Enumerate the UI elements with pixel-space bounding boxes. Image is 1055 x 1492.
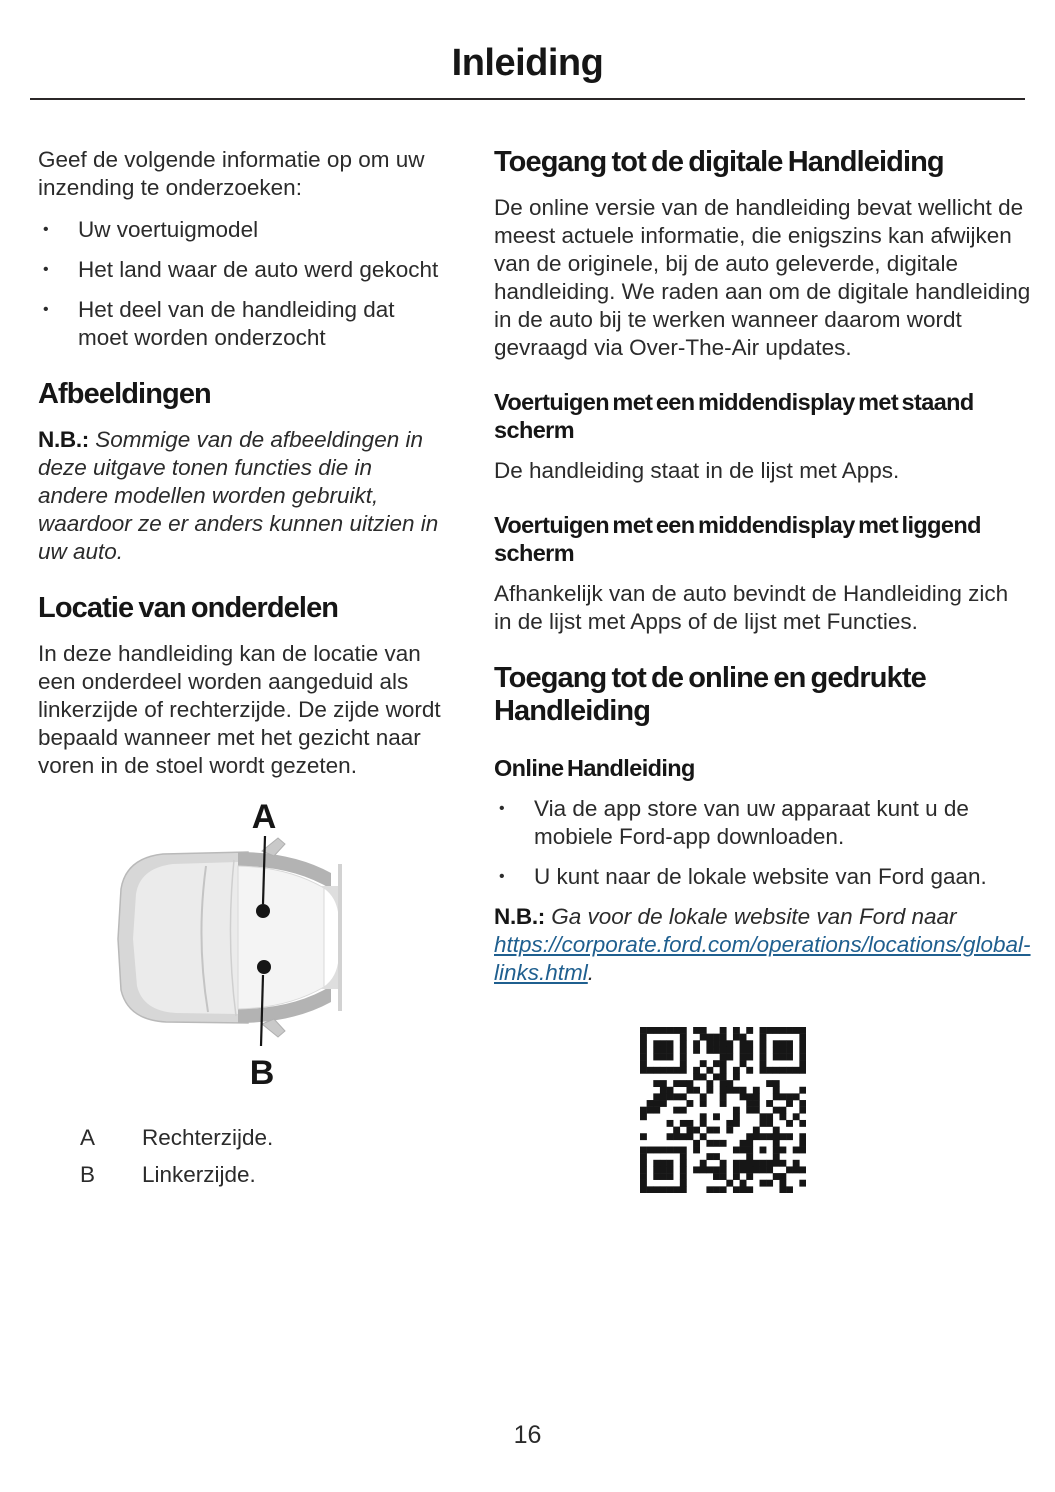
qr-code (640, 1027, 806, 1193)
list-item-text: Via de app store van uw apparaat kunt u de mobiele Ford-app downloaden. (534, 796, 969, 849)
heading-locatie-van-onderdelen: Locatie van onderdelen (38, 592, 339, 624)
bullet-icon: • (499, 868, 505, 885)
bullet-icon: • (43, 221, 49, 238)
callout-label-a: A (251, 798, 277, 836)
callout-label-b: B (249, 1054, 275, 1092)
figure-legend (80, 1119, 448, 1193)
car-top-view-illustration (88, 794, 448, 1094)
list-item (494, 795, 1031, 851)
submission-info-list (38, 216, 448, 352)
bullet-icon: • (499, 800, 505, 817)
digital-paragraph: De online versie van de handleiding bevat wellicht de meest actuele informatie, die enigszins kan afwijken van de originele, bij de auto geleverde, digitale handleiding. We raden aan om de digitale handleiding in de auto bij te werken wanneer daarom wordt gevraagd via Over-The-Air updates. (494, 195, 1031, 360)
list-item (38, 256, 448, 284)
list-item (38, 216, 448, 244)
right-column (494, 146, 1031, 1193)
liggend-paragraph: Afhankelijk van de auto bevindt de Handleiding zich in de lijst met Apps of de lijst met Functies. (494, 581, 1009, 634)
subheading-liggend-scherm: Voertuigen met een middendisplay met liggend scherm (494, 512, 981, 566)
staand-paragraph: De handleiding staat in de lijst met Apps. (494, 458, 900, 483)
legend-row (80, 1119, 448, 1156)
page-number: 16 (513, 1421, 542, 1449)
heading-afbeeldingen: Afbeeldingen (38, 378, 211, 410)
page-header (0, 44, 1055, 100)
list-item (38, 296, 448, 352)
subheading-staand-scherm: Voertuigen met een middendisplay met staand scherm (494, 389, 974, 443)
online-options-list (494, 795, 1031, 891)
intro-paragraph: Geef de volgende informatie op om uw inzending te onderzoeken: (38, 147, 425, 200)
ford-website-link[interactable]: https://corporate.ford.com/operations/locations/global-links.html (494, 932, 1031, 985)
note-label: N.B.: (38, 427, 89, 452)
heading-toegang-digitale-handleiding: Toegang tot de digitale Handleiding (494, 146, 944, 178)
note-suffix: . (587, 960, 595, 985)
list-item-text: Het deel van de handleiding dat moet worden onderzocht (78, 297, 395, 350)
note-afbeeldingen (38, 426, 448, 566)
bullet-icon: • (43, 261, 49, 278)
left-column (38, 146, 448, 1193)
list-item (494, 863, 1031, 891)
list-item-text: Het land waar de auto werd gekocht (78, 257, 439, 282)
legend-value: Linkerzijde. (142, 1162, 256, 1187)
car-location-figure (88, 794, 448, 1099)
legend-row (80, 1156, 448, 1193)
two-column-body (0, 100, 1055, 1193)
subheading-online-handleiding: Online Handleiding (494, 755, 695, 781)
note-prefix: Ga voor de lokale website van Ford naar (551, 904, 957, 929)
legend-key: A (80, 1125, 96, 1150)
list-item-text: U kunt naar de lokale website van Ford gaan. (534, 864, 987, 889)
legend-value: Rechterzijde. (142, 1125, 274, 1150)
callout-dot-a (256, 904, 270, 918)
heading-toegang-online-gedrukte: Toegang tot de online en gedrukte Handleiding (494, 662, 926, 727)
note-website (494, 903, 1031, 987)
locatie-paragraph: In deze handleiding kan de locatie van een onderdeel worden aangeduid als linkerzijde of rechterzijde. De zijde wordt bepaald wanneer met het gezicht naar voren in de stoel wordt gezeten. (38, 641, 441, 778)
note-text: Sommige van de afbeeldingen in deze uitgave tonen functies die in andere modellen worden gebruikt, waardoor ze er anders kunnen uitzien in uw auto. (38, 427, 439, 564)
page-title: Inleiding (451, 42, 604, 84)
legend-key: B (80, 1162, 96, 1187)
bullet-icon: • (43, 301, 49, 318)
list-item-text: Uw voertuigmodel (78, 217, 259, 242)
note-label: N.B.: (494, 904, 545, 929)
qr-code-image (640, 1027, 806, 1193)
callout-dot-b (257, 960, 271, 974)
